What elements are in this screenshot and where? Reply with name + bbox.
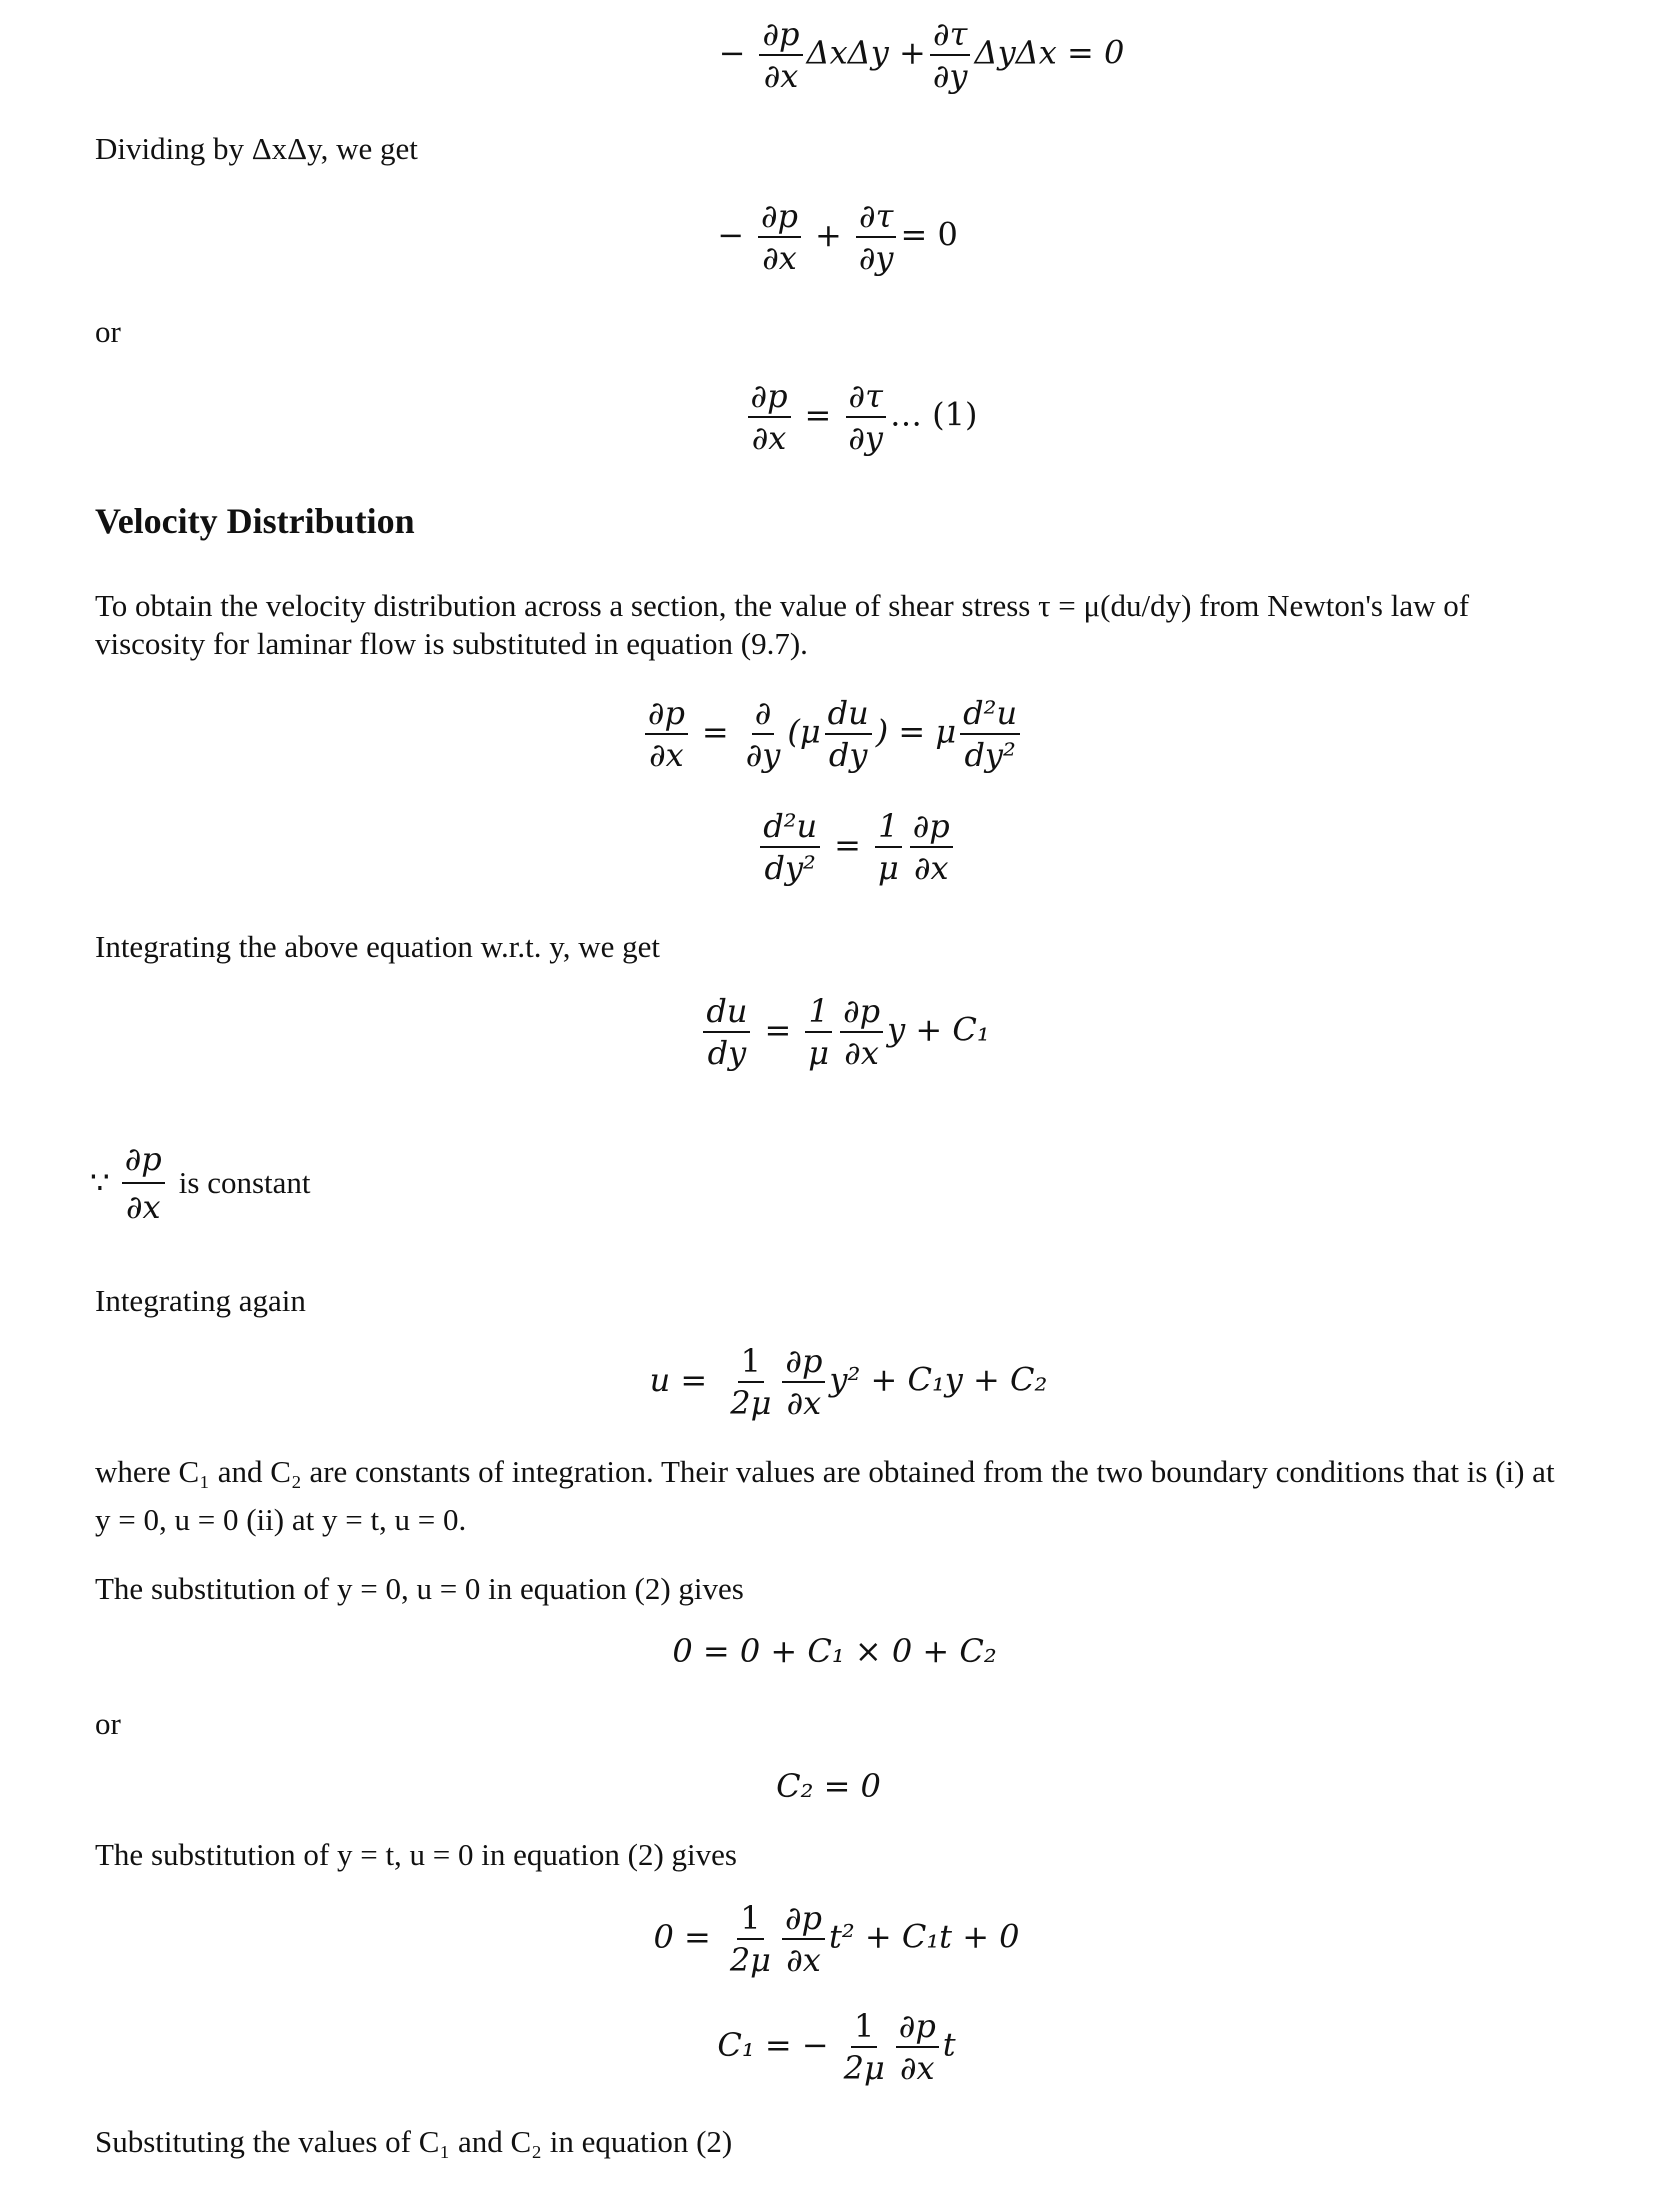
paragraph-substituting: Substituting the values of C₁ and C₂ in equation (2)	[95, 2124, 733, 2159]
fraction: $\frac{\partial p}{\partial x}$	[758, 200, 801, 274]
equation-c2: C₂ = 0	[776, 1767, 881, 1805]
paragraph-integrating-again: Integrating again	[95, 1283, 306, 1318]
fraction: $\frac{\partial\tau}{\partial y}$	[845, 380, 886, 454]
fraction: $\frac{\text{d²u}}{\text{dy²}}$	[760, 810, 820, 884]
fraction: $\frac{du}{dy}$	[703, 995, 750, 1069]
fraction: $\frac{\partial p}{\partial x}$	[122, 1140, 165, 1226]
paragraph-where: where C₁ and C₂ are constants of integration. Their values are obtained from the two boundary conditions that is (i) at y = 0, u = 0 (ii) at y = t, u = 0.	[95, 1454, 1555, 1537]
section-heading: Velocity Distribution	[95, 501, 415, 541]
equation-force-balance: − $\frac{\partial p}{\partial x}$ ΔxΔy + $\frac{\partial\tau}{\partial y}$ ΔyΔx = 0	[718, 15, 1125, 95]
fraction: $\frac{1}{2\mu}$	[729, 1899, 771, 1979]
equation-substitution: $\frac{\partial p}{\partial x}$ = $\frac{\partial}{\partial y}$ (μ $\frac{du}{dy}$ ) = μ $\frac{\text{d²u}}{\text{dy²}}$	[0, 697, 1653, 771]
fraction: $\frac{du}{dy}$	[825, 697, 872, 771]
equation-1: $\frac{\partial p}{\partial x}$ = $\frac{\partial\tau}{\partial y}$ … (1)	[0, 380, 1653, 454]
equation-u: u = $\frac{1}{2\mu}$ $\frac{\partial p}{\partial x}$ y² + C₁y + C₂	[649, 1342, 1048, 1422]
equation-zero-1: 0 = 0 + C₁ × 0 + C₂	[672, 1632, 997, 1670]
fraction: $\frac{\partial\tau}{\partial y}$	[856, 200, 897, 274]
paragraph-or: or	[95, 314, 121, 349]
fraction: $\frac{\text{d²u}}{\text{dy²}}$	[960, 697, 1020, 771]
fraction: $\frac{\partial p}{\partial x}$	[759, 18, 802, 92]
fraction: $\frac{\partial p}{\partial x}$	[782, 1345, 825, 1419]
paragraph-integrating: Integrating the above equation w.r.t. y, we get	[95, 929, 660, 964]
fraction: $\frac{\partial p}{\partial x}$	[645, 697, 688, 771]
fraction: $\frac{1}{\mu}$	[805, 995, 832, 1069]
fraction: $\frac{\partial}{\partial y}$	[745, 694, 781, 774]
equation-du-dy: $\frac{du}{dy}$ = $\frac{1}{\mu}$ $\frac{\partial p}{\partial x}$ y + C₁	[0, 995, 1653, 1069]
fraction: $\frac{1}{2\mu}$	[730, 1342, 772, 1422]
fraction: $\frac{\partial\tau}{\partial y}$	[930, 18, 971, 92]
fraction: $\frac{\partial p}{\partial x}$	[840, 995, 883, 1069]
equation-divided: − $\frac{\partial p}{\partial x}$ + $\frac{\partial\tau}{\partial y}$ = 0	[717, 197, 958, 277]
fraction: $\frac{\partial p}{\partial x}$	[748, 380, 791, 454]
fraction: $\frac{\partial p}{\partial x}$	[910, 810, 953, 884]
paragraph-substitution-2: The substitution of y = t, u = 0 in equation (2) gives	[95, 1837, 737, 1872]
fraction: $\frac{1}{\mu}$	[875, 810, 902, 884]
paragraph-obtain: To obtain the velocity distribution across a section, the value of shear stress τ = μ(du/dy) from Newton's law of viscosity for laminar flow is substituted in equation (9.7).	[95, 588, 1470, 661]
fraction: $\frac{1}{2\mu}$	[843, 2007, 885, 2087]
equation-second-derivative: $\frac{\text{d²u}}{\text{dy²}}$ = $\frac{1}{\mu}$ $\frac{\partial p}{\partial x}$	[0, 810, 1653, 884]
fraction: $\frac{\partial p}{\partial x}$	[782, 1902, 825, 1976]
paragraph-substitution-1: The substitution of y = 0, u = 0 in equation (2) gives	[95, 1571, 744, 1606]
paragraph-dividing: Dividing by ΔxΔy, we get	[95, 131, 418, 166]
equation-c1: C₁ = − $\frac{1}{2\mu}$ $\frac{\partial p}{\partial x}$ t	[717, 2007, 956, 2087]
paragraph-constant: ∵ $\frac{\partial p}{\partial x}$ is constant	[90, 1140, 311, 1226]
fraction: $\frac{\partial p}{\partial x}$	[896, 2010, 939, 2084]
paragraph-or-2: or	[95, 1706, 121, 1741]
equation-zero-2: 0 = $\frac{1}{2\mu}$ $\frac{\partial p}{\partial x}$ t² + C₁t + 0	[653, 1899, 1020, 1979]
